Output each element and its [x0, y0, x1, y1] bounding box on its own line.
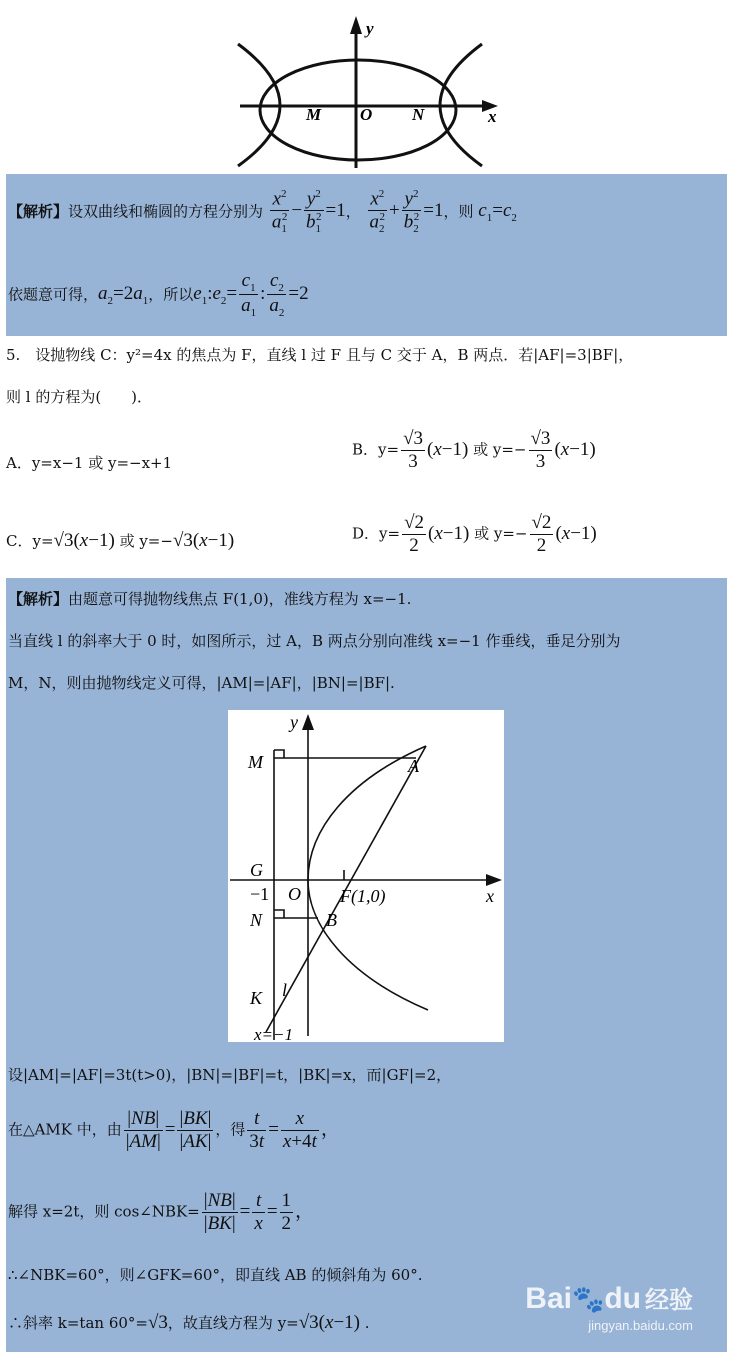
fig1-o-label: O — [360, 105, 373, 124]
text: C．y= — [6, 532, 54, 550]
fig2-y-label: y — [290, 712, 298, 732]
fig2-m-label: M — [248, 752, 263, 772]
text: 设双曲线和椭圆的方程分别为 — [68, 202, 264, 221]
text: ∴斜率 k=tan 60°= — [8, 1314, 148, 1332]
text: 或 y=− — [474, 524, 528, 543]
fig1-m-label: M — [306, 105, 322, 124]
analysis-tag: 【解析】 — [8, 590, 69, 608]
fig2-neg1-label: −1 — [250, 884, 270, 904]
text: ， — [345, 202, 361, 221]
fig1-y-label: y — [366, 19, 374, 38]
jingyan-text: 经验 — [645, 1287, 693, 1314]
fig2-directrix-label: x=−1 — [254, 1025, 293, 1042]
fig1-n-label: N — [412, 105, 425, 124]
text: 解得 x=2t，则 cos∠NBK= — [8, 1202, 200, 1221]
analysis-2-line-5: 在△AMK 中，由 $\frac{|NB|}{|AM|}$ = $\frac{|BK|}{|AK|}$ ，得 $\frac{t}{3t}$ = $\frac{x}{x+4t}$ ， — [8, 1108, 340, 1152]
analysis-2-line-3: M，N，则由抛物线定义可得，|AM|=|AF|，|BN|=|BF|. — [8, 674, 395, 692]
q5-line-2: 则 l 的方程为( )． — [6, 388, 153, 406]
q5-line-1: 5. 设抛物线 C：y²=4x 的焦点为 F，直线 l 过 F 且与 C 交于 A，B 两点．若|AF|=3|BF|， — [6, 346, 634, 364]
ellipse-hyperbola-figure — [230, 8, 510, 176]
baidu-logo-text: Bai — [525, 1282, 572, 1315]
option-b[interactable]: B．y= $\frac{√3}{3}$ (x−1) 或 y=− $\frac{√3}{3}$ (x−1) — [352, 428, 596, 472]
analysis-1-line-1: 【解析】设双曲线和椭圆的方程分别为 $\frac{x^2}{a_1^2}$ − $\frac{y^2}{b_1^2}$ =1， $\frac{x^2}{a_2^2}$ + $\frac{y^2}{b_2^2}$ =1，则 $c_1=c_2$ — [8, 188, 517, 236]
analysis-tag: 【解析】 — [8, 202, 69, 221]
text: 由题意可得抛物线焦点 F(1,0)，准线方程为 x=−1. — [68, 590, 412, 608]
analysis-1-line-2: 依题意可得，$a_2=2a_1$，所以$e_1:e_2=$ $\frac{c_1}{a_1}$ : $\frac{c_2}{a_2}$ =2 — [8, 270, 309, 320]
hyperbola-equation: $\frac{x^2}{a_1^2}$ − $\frac{y^2}{b_1^2}$ =1 — [271, 188, 346, 236]
fig2-o-label: O — [288, 884, 301, 904]
fig2-f-label: F(1,0) — [340, 886, 386, 906]
option-c[interactable]: C．y=√3(x−1) 或 y=−√3(x−1) — [6, 530, 235, 551]
analysis-2-line-4: 设|AM|=|AF|=3t(t>0)，|BN|=|BF|=t，|BK|=x，而|GF|=2， — [8, 1066, 452, 1084]
fig2-g-label: G — [250, 860, 263, 880]
option-a[interactable]: A．y=x−1 或 y=−x+1 — [6, 454, 173, 472]
fig2-a-label: A — [408, 756, 419, 776]
parabola-figure — [228, 710, 504, 1042]
text: B．y= — [352, 440, 400, 459]
baidu-watermark — [525, 1284, 693, 1333]
analysis-2-line-8: ∴斜率 k=tan 60°=√3，故直线方程为 y=√3(x−1) . — [8, 1312, 370, 1333]
baidu-logo-suffix: du — [604, 1282, 641, 1315]
fig2-x-label: x — [486, 886, 494, 906]
analysis-2-line-2: 当直线 l 的斜率大于 0 时，如图所示，过 A，B 两点分别向准线 x=−1 作垂线，垂足分别为 — [8, 632, 621, 650]
text: 在△AMK 中，由 — [8, 1120, 122, 1139]
text: D．y= — [352, 524, 401, 543]
fig1-x-label: x — [488, 107, 497, 126]
analysis-2-line-7: ∴∠NBK=60°，则∠GFK=60°，即直线 AB 的倾斜角为 60°. — [8, 1266, 423, 1284]
option-d[interactable]: D．y= $\frac{√2}{2}$ (x−1) 或 y=− $\frac{√2}{2}$ (x−1) — [352, 512, 597, 556]
text: ，得 — [215, 1120, 246, 1139]
text: 依题意可得， — [8, 285, 99, 304]
analysis-2-line-1 — [8, 590, 411, 608]
text: 或 y=− — [473, 440, 527, 459]
text: ，故直线方程为 y= — [167, 1314, 299, 1332]
text: 或 y=− — [119, 532, 173, 550]
fig2-n-label: N — [250, 910, 263, 930]
fig2-l-label: l — [282, 980, 288, 1000]
text: ，则 — [443, 202, 474, 221]
ellipse-equation: $\frac{x^2}{a_2^2}$ + $\frac{y^2}{b_2^2}$ =1 — [369, 188, 444, 236]
fig2-b-label: B — [326, 910, 337, 930]
fig2-k-label: K — [250, 988, 263, 1008]
paw-icon: 🐾 — [571, 1284, 605, 1314]
watermark-url: jingyan.baidu.com — [588, 1318, 693, 1333]
analysis-2-line-6: 解得 x=2t，则 cos∠NBK= $\frac{|NB|}{|BK|}$ = $\frac{t}{x}$ = $\frac{1}{2}$ ， — [8, 1190, 315, 1234]
text: ，所以 — [148, 285, 194, 304]
